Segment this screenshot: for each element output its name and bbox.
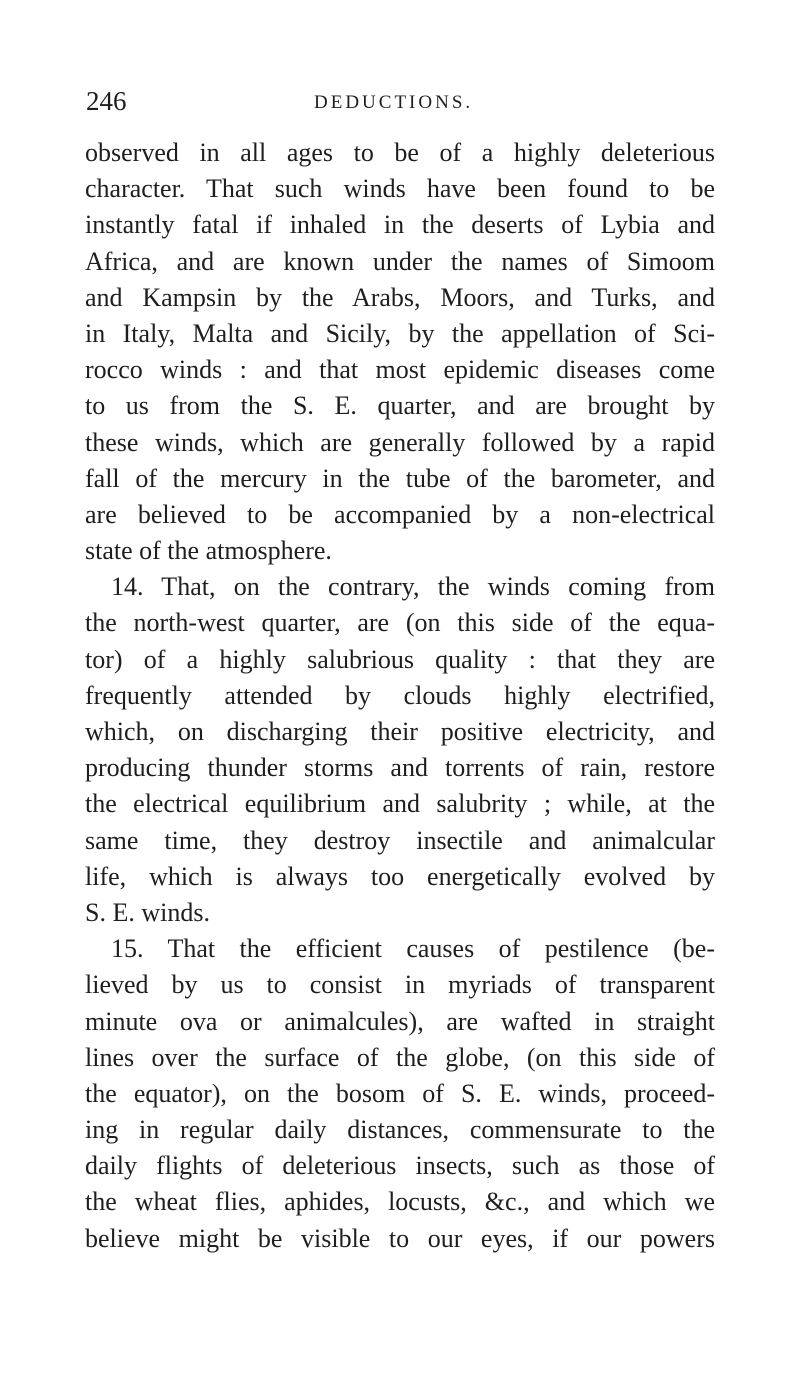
text-line: are believed to be accompanied by a non-electrical	[85, 499, 715, 529]
page-number: 246	[86, 86, 127, 116]
text-line: Africa, and are known under the names of Simoom	[85, 246, 715, 276]
text-line: rocco winds : and that most epidemic diseases come	[85, 355, 715, 385]
text-line: which, on discharging their positive electricity, and	[85, 717, 715, 746]
text-line: the north-west quarter, are (on this side of the equa-	[85, 608, 715, 638]
paragraph-15-start: 15. That the efficient causes of pestilence (be-	[111, 934, 715, 964]
text-line: daily flights of deleterious insects, such as those of	[85, 1151, 715, 1181]
text-line: life, which is always too energetically evolved by	[85, 861, 715, 891]
text-line: believe might be visible to our eyes, if our powers	[85, 1223, 715, 1253]
text-line: same time, they destroy insectile and animalcular	[85, 825, 715, 855]
text-line: lines over the surface of the globe, (on this side of	[85, 1042, 715, 1072]
text-line: the electrical equilibrium and salubrity ; while, at the	[85, 789, 715, 819]
text-line: state of the atmosphere.	[85, 536, 332, 566]
text-line: producing thunder storms and torrents of rain, restore	[85, 753, 715, 783]
text-line: instantly fatal if inhaled in the deserts of Lybia and	[85, 210, 715, 240]
text-line: character. That such winds have been found to be	[85, 174, 715, 204]
text-line: fall of the mercury in the tube of the barometer, and	[85, 463, 715, 493]
page-header	[0, 86, 800, 118]
text-line: minute ova or animalcules), are wafted in straight	[85, 1006, 715, 1036]
text-line: observed in all ages to be of a highly deleterious	[85, 138, 715, 167]
text-line: these winds, which are generally followed by a rapid	[85, 427, 715, 457]
text-line: and Kampsin by the Arabs, Moors, and Turks, and	[85, 282, 715, 312]
text-line: the equator), on the bosom of S. E. winds, proceed-	[85, 1078, 715, 1108]
text-line: tor) of a highly salubrious quality : that they are	[85, 644, 715, 674]
text-line: lieved by us to consist in myriads of transparent	[85, 970, 715, 1000]
text-line: S. E. winds.	[85, 897, 210, 927]
text-line: the wheat flies, aphides, locusts, &c., and which we	[85, 1187, 715, 1217]
running-head: DEDUCTIONS.	[314, 92, 474, 113]
text-line: in Italy, Malta and Sicily, by the appellation of Sci-	[85, 318, 715, 348]
text-line: frequently attended by clouds highly electrified,	[85, 680, 715, 710]
text-line: ing in regular daily distances, commensurate to the	[85, 1115, 715, 1145]
body-text	[85, 135, 715, 1257]
paragraph-14-start: 14. That, on the contrary, the winds coming from	[111, 572, 715, 602]
text-line: to us from the S. E. quarter, and are brought by	[85, 391, 715, 421]
